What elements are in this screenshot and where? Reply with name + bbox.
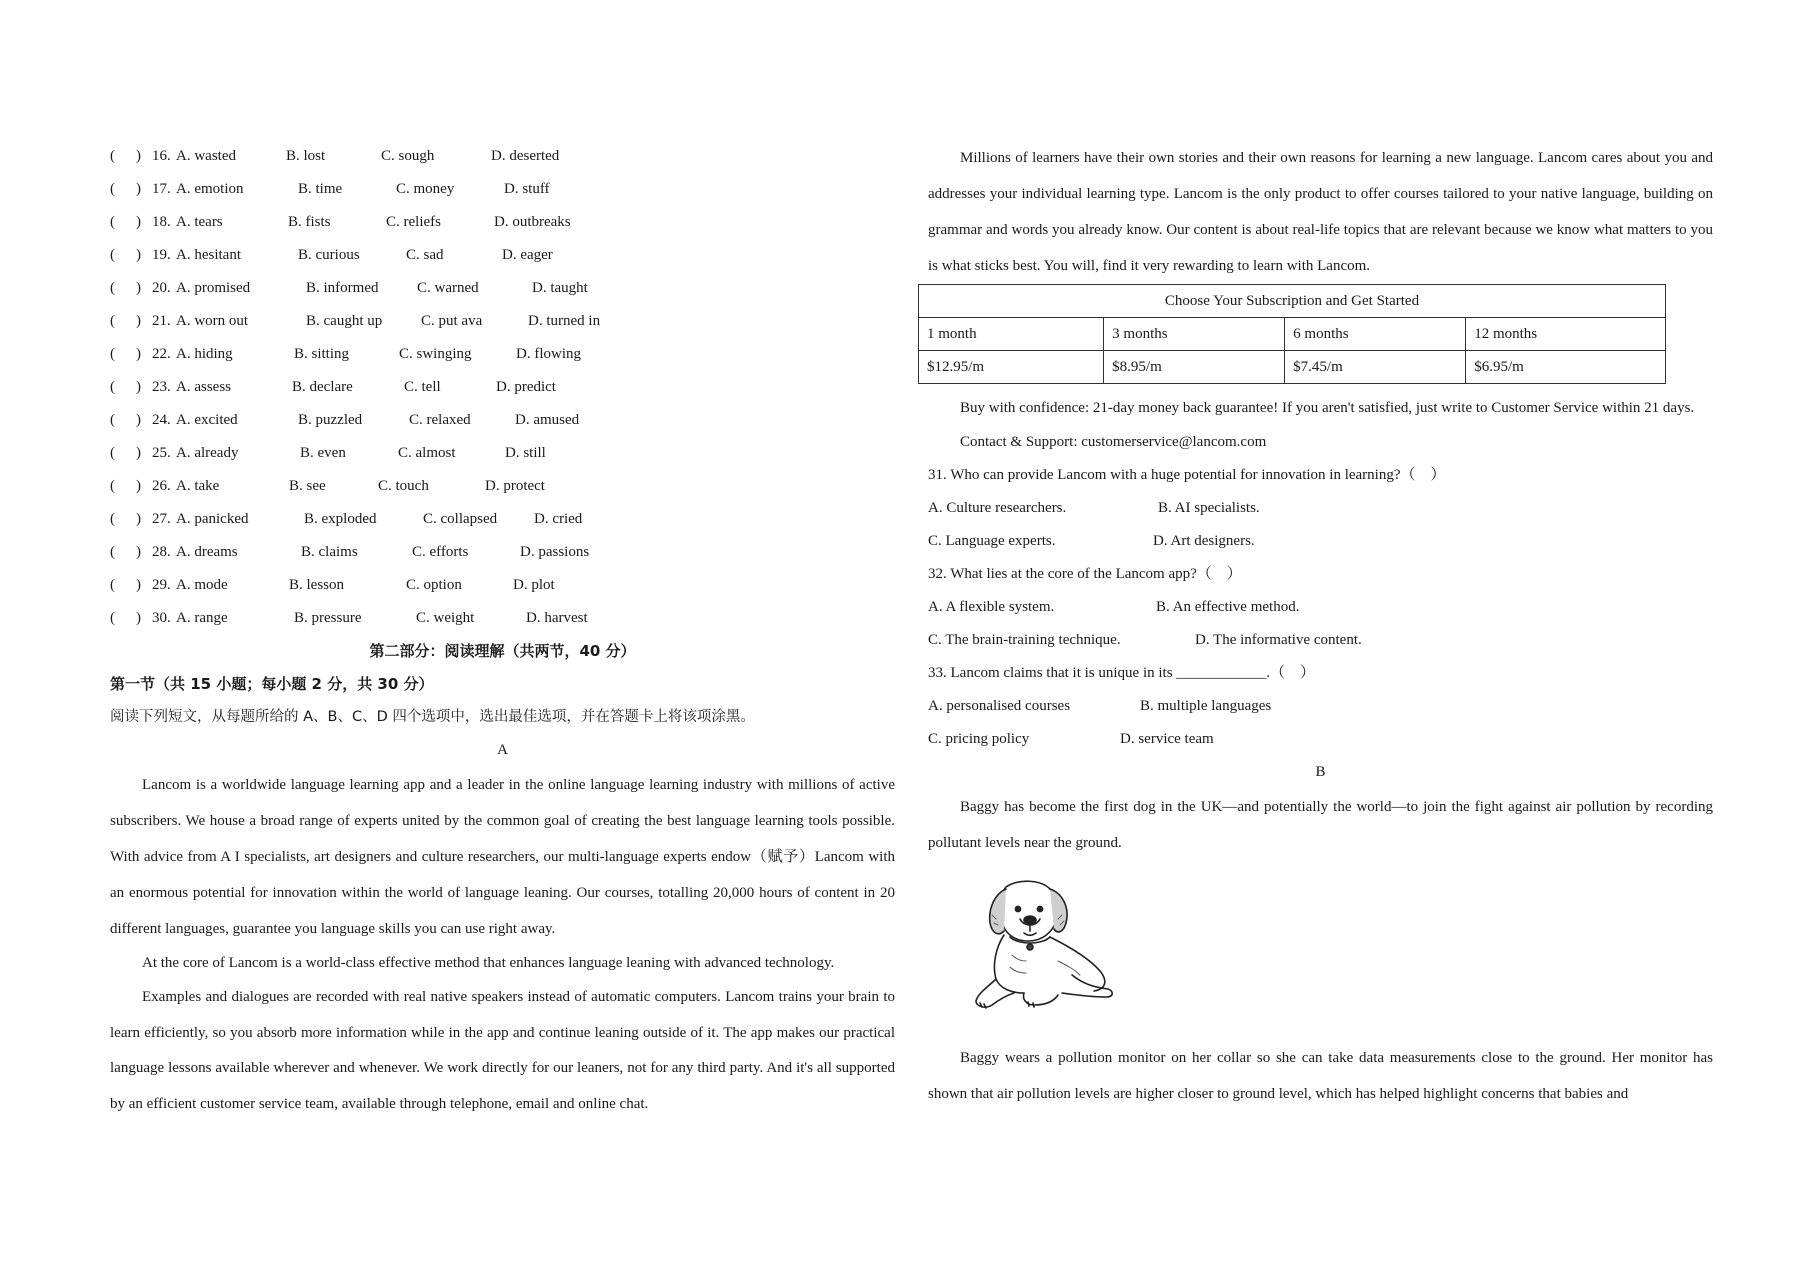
option-c: C. put ava [421,313,483,329]
answer-paren-close: ) [136,247,141,263]
period-cell: 3 months [1104,318,1285,351]
option-c: C. Language experts. [928,533,1056,549]
option-b: B. AI specialists. [1158,500,1260,516]
option-c: C. efforts [412,544,469,560]
answer-paren-close: ) [136,544,141,560]
cloze-options-list [110,140,895,635]
answer-paren-open: ( [110,544,115,560]
contact-text: Contact & Support: customerservice@lancom.com [960,434,1267,450]
option-c: C. collapsed [423,511,498,527]
question-number: 20. [152,280,171,296]
answer-paren-close: ) [136,313,141,329]
option-a: A. range [176,610,228,626]
option-c: C. swinging [399,346,472,362]
option-a: A. panicked [176,511,249,527]
answer-paren-open: ( [110,577,115,593]
option-c: C. option [406,577,462,593]
option-d: D. protect [485,478,545,494]
question-number: 17. [152,181,171,197]
question-number: 18. [152,214,171,230]
option-d: D. stuff [504,181,550,197]
option-d: D. still [505,445,546,461]
answer-paren-open: ( [110,148,115,164]
question-number: 21. [152,313,171,329]
question-number: 16. [152,148,171,164]
cloze-question-row [110,140,895,173]
option-d: D. harvest [526,610,588,626]
option-c: C. weight [416,610,475,626]
passage-a-paragraph-4: Millions of learners have their own stories and their own reasons for learning a new language. Lancom cares about you and addresses your individual learning type. Lancom is the only product to offer courses tailored to your native language, building on grammar and words you already know. Our content is about real-life topics that are relevant because we know what matters to you is what sticks best. You will, find it very rewarding to learn with Lancom. [928,150,1713,274]
right-column [928,140,1713,1112]
option-a: A. assess [176,379,231,395]
option-a: A. emotion [176,181,244,197]
option-b: B. An effective method. [1156,599,1300,615]
question-number: 30. [152,610,171,626]
answer-paren-close: ) [136,577,141,593]
option-b: B. multiple languages [1140,698,1272,714]
answer-paren-close: ) [136,214,141,230]
subscription-table-caption: Choose Your Subscription and Get Started [919,285,1666,318]
option-b: B. claims [301,544,358,560]
cloze-question-row [110,239,895,272]
option-a: A. Culture researchers. [928,500,1067,516]
passage-b-paragraph-1: Baggy has become the first dog in the UK—and potentially the world—to join the fight against air pollution by recording pollutant levels near the ground. [928,799,1713,851]
cloze-question-row [110,173,895,206]
cloze-question-row [110,206,895,239]
guarantee-text: Buy with confidence: 21-day money back guarantee! If you aren't satisfied, just write to Customer Service within 21 days. [960,400,1695,416]
price-cell: $6.95/m [1466,351,1666,384]
answer-paren-close: ) [136,181,141,197]
answer-paren-open: ( [110,247,115,263]
option-c: C. The brain-training technique. [928,632,1121,648]
answer-paren-close: ) [136,412,141,428]
passage-a-paragraph-1: Lancom is a worldwide language learning app and a leader in the online language learning industry with millions of active subscribers. We house a broad range of experts united by the common goal of creating the best language learning tools possible. With advice from A I specialists, art designers and culture researchers, our multi-language experts endow（赋予）Lancom with an enormous potential for innovation within the world of language leaning. Our courses, totalling 20,000 hours of content in 20 different languages, guarantee you language skills you can use right away. [110,777,895,937]
answer-paren-open: ( [110,412,115,428]
option-b: B. caught up [306,313,383,329]
cloze-question-row [110,569,895,602]
option-a: A. A flexible system. [928,599,1055,615]
question-32 [928,558,1713,657]
option-c: C. sough [381,148,435,164]
option-c: C. almost [398,445,456,461]
passage-b-paragraph-2: Baggy wears a pollution monitor on her collar so she can take data measurements close to the ground. Her monitor has shown that air pollution levels are higher closer to ground level, which has helped highlight concerns that babies and [928,1050,1713,1102]
question-number: 27. [152,511,171,527]
option-b: B. lesson [289,577,345,593]
answer-paren-close: ) [136,445,141,461]
option-a: A. promised [176,280,251,296]
period-cell: 6 months [1285,318,1466,351]
instruction-text: 阅读下列短文，从每题所给的 A、B、C、D 四个选项中，选出最佳选项，并在答题卡上将该项涂黑。 [110,709,755,725]
part2-heading: 第二部分：阅读理解（共两节，40 分） [369,642,636,660]
question-number: 24. [152,412,171,428]
option-c: C. reliefs [386,214,441,230]
price-cell: $7.45/m [1285,351,1466,384]
answer-paren-open: ( [110,610,115,626]
period-cell: 1 month [919,318,1104,351]
option-a: A. tears [176,214,223,230]
price-cell: $8.95/m [1104,351,1285,384]
option-d: D. turned in [528,313,601,329]
answer-paren-open: ( [110,181,115,197]
option-a: A. worn out [176,313,249,329]
option-c: C. relaxed [409,412,471,428]
answer-paren-open: ( [110,445,115,461]
option-a: A. take [176,478,220,494]
question-number: 23. [152,379,171,395]
answer-paren-close: ) [136,280,141,296]
cloze-question-row [110,272,895,305]
option-c: C. money [396,181,455,197]
question-number: 22. [152,346,171,362]
cloze-question-row [110,470,895,503]
dog-illustration [962,875,1122,1015]
cloze-question-row [110,305,895,338]
option-b: B. even [300,445,346,461]
answer-paren-close: ) [136,610,141,626]
passage-b-label: B [1315,764,1326,780]
answer-paren-open: ( [110,214,115,230]
answer-paren-open: ( [110,511,115,527]
option-c: C. pricing policy [928,731,1030,747]
option-d: D. outbreaks [494,214,571,230]
passage-a-paragraph-3: Examples and dialogues are recorded with real native speakers instead of automatic computers. Lancom trains your brain to learn efficiently, so you absorb more information while in the app and continue leaning outside of it. The app makes our practical language lessons available wherever and whenever. We work directly for our leaners, not for any third party. And it's all supported by an efficient customer service team, available through telephone, email and online chat. [110,989,895,1112]
question-stem: 33. Lancom claims that it is unique in its ____________.（ ） [928,665,1316,681]
answer-paren-open: ( [110,478,115,494]
option-b: B. lost [286,148,326,164]
answer-paren-open: ( [110,313,115,329]
option-d: D. taught [532,280,588,296]
question-number: 29. [152,577,171,593]
passage-a-label: A [497,742,508,758]
option-b: B. exploded [304,511,377,527]
option-d: D. flowing [516,346,581,362]
option-c: C. tell [404,379,441,395]
answer-paren-close: ) [136,511,141,527]
option-d: D. The informative content. [1195,632,1362,648]
option-d: D. service team [1120,731,1214,747]
answer-paren-close: ) [136,346,141,362]
option-a: A. personalised courses [928,698,1071,714]
answer-paren-open: ( [110,346,115,362]
passage-a-paragraph-2: At the core of Lancom is a world-class effective method that enhances language leaning with advanced technology. [142,955,835,971]
option-d: D. cried [534,511,583,527]
option-b: B. see [289,478,326,494]
answer-paren-close: ) [136,478,141,494]
option-b: B. declare [292,379,353,395]
answer-paren-close: ) [136,379,141,395]
option-a: A. dreams [176,544,238,560]
question-number: 25. [152,445,171,461]
option-d: D. Art designers. [1153,533,1255,549]
question-stem: 32. What lies at the core of the Lancom app?（ ） [928,566,1242,582]
option-a: A. hesitant [176,247,241,263]
option-d: D. amused [515,412,580,428]
option-d: D. predict [496,379,556,395]
option-d: D. eager [502,247,553,263]
period-cell: 12 months [1466,318,1666,351]
option-a: A. already [176,445,239,461]
cloze-question-row [110,338,895,371]
subscription-table [918,284,1666,384]
cloze-question-row [110,404,895,437]
answer-paren-open: ( [110,280,115,296]
option-b: B. informed [306,280,379,296]
option-b: B. fists [288,214,331,230]
question-31 [928,459,1713,558]
option-a: A. hiding [176,346,233,362]
option-b: B. sitting [294,346,350,362]
question-number: 19. [152,247,171,263]
cloze-question-row [110,602,895,635]
option-b: B. curious [298,247,360,263]
answer-paren-close: ) [136,148,141,164]
question-33 [928,657,1713,756]
section1-heading: 第一节（共 15 小题；每小题 2 分，共 30 分） [110,675,434,693]
option-c: C. sad [406,247,444,263]
question-number: 26. [152,478,171,494]
question-number: 28. [152,544,171,560]
cloze-question-row [110,371,895,404]
answer-paren-open: ( [110,379,115,395]
option-d: D. passions [520,544,590,560]
option-a: A. excited [176,412,238,428]
cloze-question-row [110,503,895,536]
left-column [110,140,895,1122]
price-cell: $12.95/m [919,351,1104,384]
option-b: B. pressure [294,610,362,626]
option-a: A. wasted [176,148,236,164]
question-stem: 31. Who can provide Lancom with a huge potential for innovation in learning?（ ） [928,467,1446,483]
cloze-question-row [110,437,895,470]
option-c: C. warned [417,280,479,296]
option-d: D. plot [513,577,555,593]
option-b: B. puzzled [298,412,363,428]
option-a: A. mode [176,577,228,593]
option-b: B. time [298,181,343,197]
option-d: D. deserted [491,148,560,164]
option-c: C. touch [378,478,429,494]
cloze-question-row [110,536,895,569]
